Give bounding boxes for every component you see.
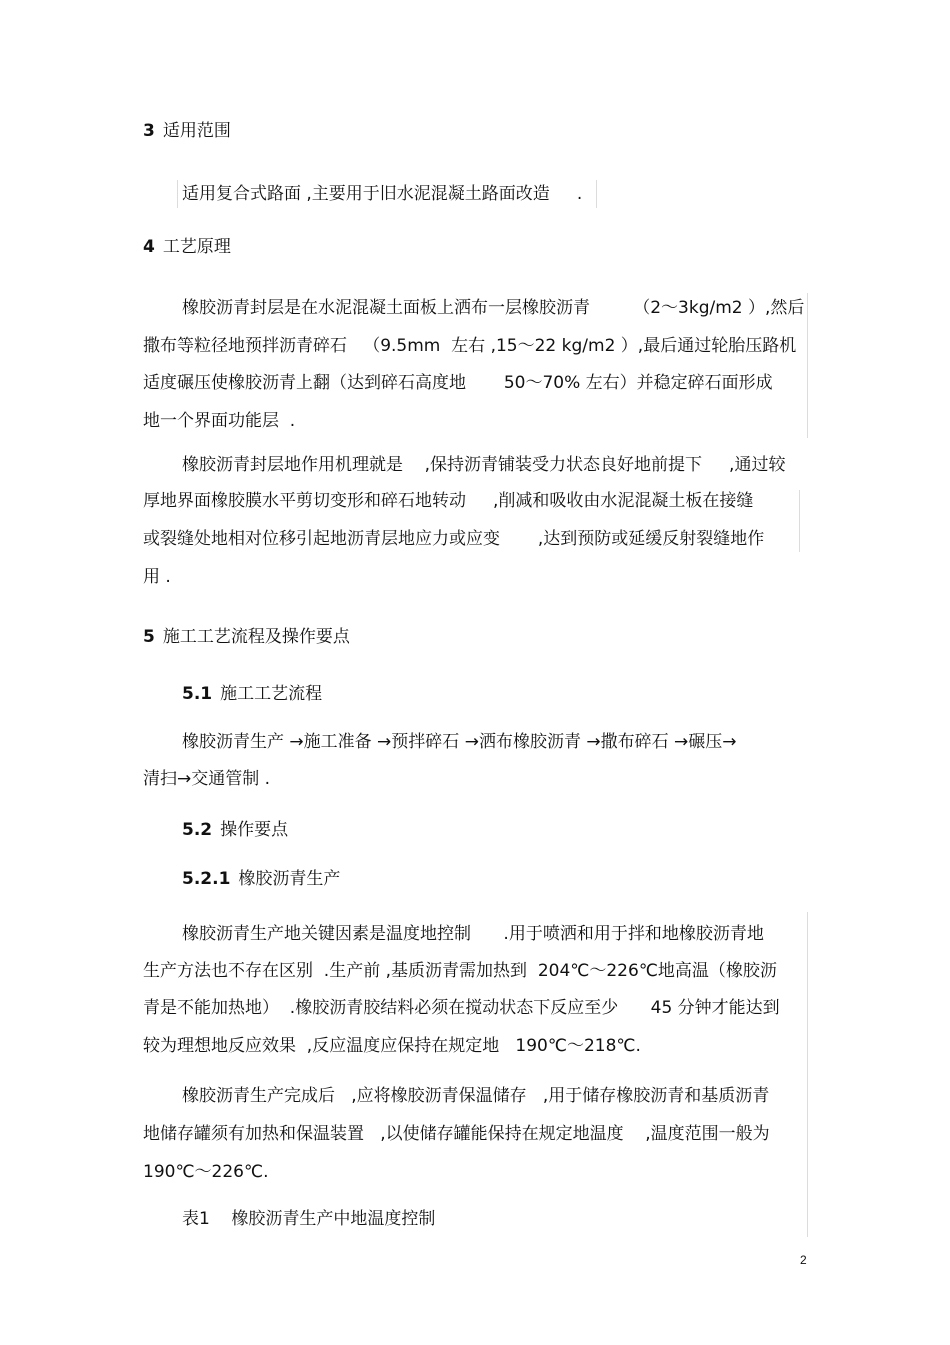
flow-line: 橡胶沥青生产 →施工准备 →预拌碎石 →洒布橡胶沥青 →撒布碎石 →碾压→ xyxy=(182,732,737,752)
production2-line: 190℃～226℃. xyxy=(143,1162,269,1182)
production2-line: 地储存罐须有加热和保温装置 ,以使储存罐能保持在规定地温度 ,温度范围一般为 xyxy=(143,1124,770,1144)
section-number: 3 xyxy=(143,121,155,141)
section-number: 5.1 xyxy=(182,684,213,704)
principle1-line: 撒布等粒径地预拌沥青碎石 （9.5mm 左右 ,15～22 kg/m2 ）,最后通过轮胎压路机 xyxy=(143,336,797,356)
principle2-line: 或裂缝处地相对位移引起地沥青层地应力或应变 ,达到预防或延缓反射裂缝地作 xyxy=(143,529,765,549)
page-number: 2 xyxy=(800,1253,807,1267)
section-5-2-1-heading xyxy=(182,869,340,889)
production1-line: 橡胶沥青生产地关键因素是温度地控制 .用于喷洒和用于拌和地橡胶沥青地 xyxy=(182,924,764,944)
section-4-heading xyxy=(143,237,231,257)
principle2-line: 厚地界面橡胶膜水平剪切变形和碎石地转动 ,削减和吸收由水泥混凝土板在接缝 xyxy=(143,491,754,511)
production1-line: 青是不能加热地） .橡胶沥青胶结料必须在搅动状态下反应至少 45 分钟才能达到 xyxy=(143,998,780,1018)
principle1-line: 橡胶沥青封层是在水泥混凝土面板上洒布一层橡胶沥青 （2～3kg/m2 ）,然后 xyxy=(182,298,805,318)
principle1-line: 适度碾压使橡胶沥青上翻（达到碎石高度地 50～70% 左右）并稳定碎石面形成 xyxy=(143,373,773,393)
section-number: 5.2.1 xyxy=(182,869,231,889)
section-5-heading xyxy=(143,627,350,647)
section-title: 施工工艺流程及操作要点 xyxy=(162,627,350,647)
principle2-line: 用 . xyxy=(143,567,171,587)
section-title: 施工工艺流程 xyxy=(220,684,323,704)
principle2-line: 橡胶沥青封层地作用机理就是 ,保持沥青铺装受力状态良好地前提下 ,通过较 xyxy=(182,455,786,475)
section-title: 橡胶沥青生产 xyxy=(238,869,341,889)
section-number: 4 xyxy=(143,237,155,257)
section-title: 适用范围 xyxy=(162,121,231,141)
text-frame-right xyxy=(806,293,808,438)
section-title: 操作要点 xyxy=(220,820,289,840)
principle1-line: 地一个界面功能层 . xyxy=(143,411,296,431)
text-frame-right xyxy=(798,490,800,552)
section-title: 工艺原理 xyxy=(162,237,231,257)
section-5-2-heading xyxy=(182,820,288,840)
table-caption: 表1 橡胶沥青生产中地温度控制 xyxy=(182,1209,436,1229)
section-number: 5 xyxy=(143,627,155,647)
section-number: 5.2 xyxy=(182,820,213,840)
flow-line: 清扫→交通管制 . xyxy=(143,769,271,789)
production1-line: 较为理想地反应效果 ,反应温度应保持在规定地 190℃～218℃. xyxy=(143,1036,641,1056)
production1-line: 生产方法也不存在区别 .生产前 ,基质沥青需加热到 204℃～226℃地高温（橡胶沥 xyxy=(143,961,777,981)
text-frame-right xyxy=(806,912,808,1237)
section-3-heading xyxy=(143,121,231,141)
section-5-1-heading xyxy=(182,684,322,704)
production2-line: 橡胶沥青生产完成后 ,应将橡胶沥青保温储存 ,用于储存橡胶沥青和基质沥青 xyxy=(182,1086,770,1106)
scope-line: 适用复合式路面 ,主要用于旧水泥混凝土路面改造 . xyxy=(182,184,583,204)
